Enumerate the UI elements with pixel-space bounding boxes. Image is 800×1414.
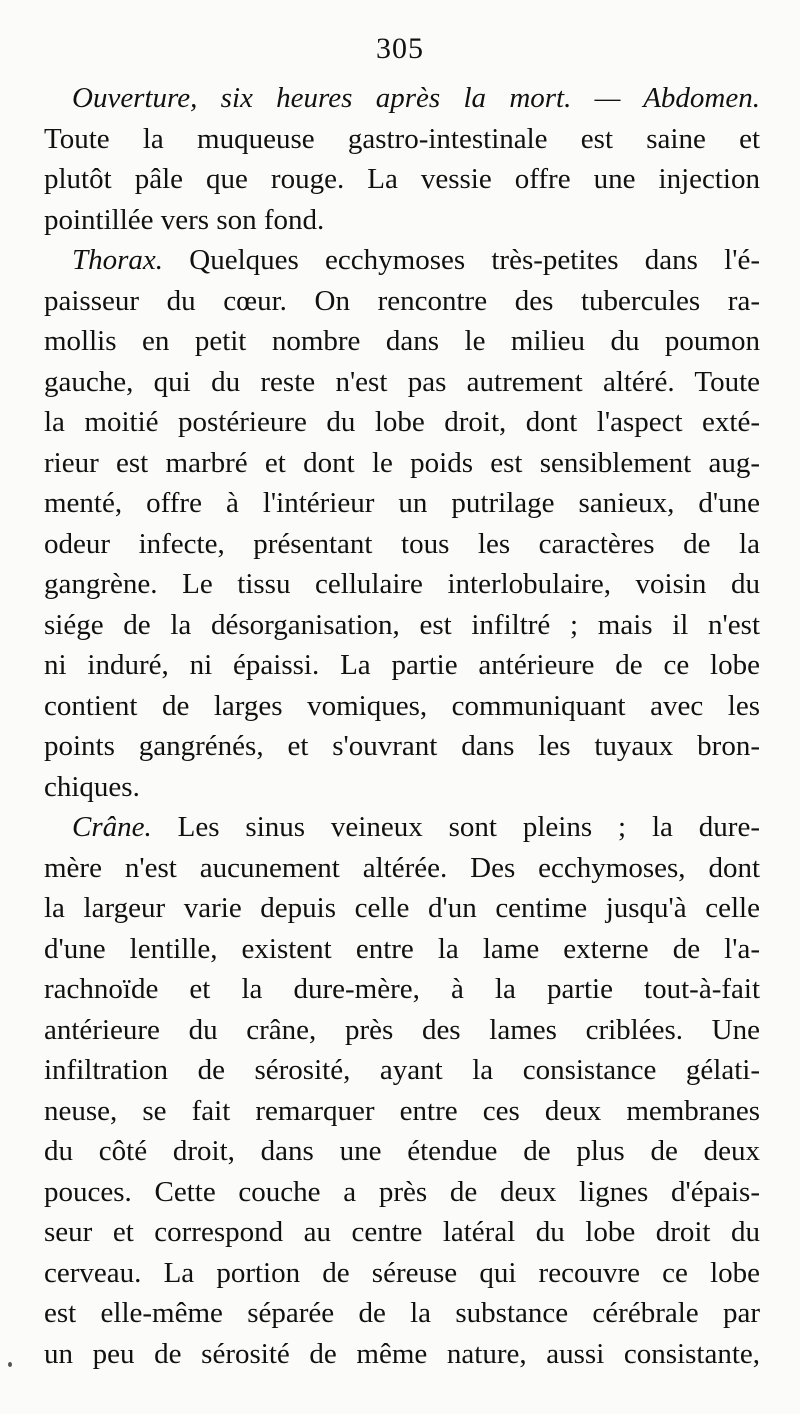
line-text: Toute la muqueuse gastro-intestinale est saine et: [44, 122, 760, 155]
line-text: mère n'est aucunement altérée. Des ecchymoses, dont: [44, 851, 760, 884]
text-line: [44, 767, 760, 808]
text-line: [44, 1212, 760, 1253]
line-text: ni induré, ni épaissi. La partie antérieure de ce lobe: [44, 649, 760, 681]
text-line: [44, 969, 760, 1010]
line-text: la largeur varie depuis celle d'un centime jusqu'à celle: [44, 892, 760, 924]
text-line: [44, 929, 760, 970]
text-line: [44, 1131, 760, 1172]
line-text: pouces. Cette couche a près de deux lignes d'épais-: [44, 1175, 760, 1208]
line-text: d'une lentille, existent entre la lame externe de l'a-: [44, 932, 760, 965]
text-line: [44, 240, 760, 281]
section-heading: Thorax.: [72, 244, 164, 276]
text-line: [44, 159, 760, 200]
paper-speck: [8, 1362, 12, 1367]
text-line: [44, 686, 760, 727]
line-text: paisseur du cœur. On rencontre des tubercules ra-: [44, 284, 760, 317]
line-text: infiltration de sérosité, ayant la consistance gélati-: [44, 1054, 760, 1086]
line-text: plutôt pâle que rouge. La vessie offre une injection: [44, 163, 760, 195]
line-text: siége de la désorganisation, est infiltré ; mais il n'est: [44, 608, 760, 641]
line-text: gangrène. Le tissu cellulaire interlobulaire, voisin du: [44, 568, 760, 600]
text-line: [44, 281, 760, 322]
line-text: la moitié postérieure du lobe droit, dont l'aspect exté-: [44, 406, 760, 438]
text-line: [44, 726, 760, 767]
text-line: [44, 524, 760, 565]
line-text: pointillée vers son fond.: [44, 203, 325, 236]
line-text: gauche, qui du reste n'est pas autrement altéré. Toute: [44, 365, 760, 398]
line-text: antérieure du crâne, près des lames criblées. Une: [44, 1013, 760, 1046]
text-line: [44, 362, 760, 403]
text-line: [44, 443, 760, 484]
line-text: menté, offre à l'intérieur un putrilage sanieux, d'une: [44, 487, 760, 519]
line-text: Quelques ecchymoses très-petites dans l'é-: [163, 244, 760, 276]
text-line: [44, 807, 760, 848]
line-text: chiques.: [44, 770, 140, 803]
text-line: [44, 564, 760, 605]
line-text: est elle-même séparée de la substance cérébrale par: [44, 1297, 760, 1329]
line-text: neuse, se fait remarquer entre ces deux membranes: [44, 1094, 760, 1127]
text-line: [44, 483, 760, 524]
line-italic-text: Ouverture, six heures après la mort. — Abdomen.: [72, 82, 760, 114]
line-text: seur et correspond au centre latéral du lobe droit du: [44, 1216, 760, 1248]
text-line: [44, 1010, 760, 1051]
line-text: contient de larges vomiques, communiquant avec les: [44, 689, 760, 722]
text-line: [44, 119, 760, 160]
text-line: [44, 888, 760, 929]
line-text: odeur infecte, présentant tous les caractères de la: [44, 527, 760, 560]
body-text: [44, 78, 760, 1374]
line-text: mollis en petit nombre dans le milieu du poumon: [44, 325, 760, 357]
text-line: [44, 402, 760, 443]
text-line: [44, 78, 760, 119]
text-line: [44, 605, 760, 646]
text-line: [44, 848, 760, 889]
text-line: [44, 1334, 760, 1375]
line-text: cerveau. La portion de séreuse qui recouvre ce lobe: [44, 1256, 760, 1289]
page-number: 305: [376, 32, 424, 65]
line-text: rieur est marbré et dont le poids est sensiblement aug-: [44, 446, 760, 479]
text-line: [44, 645, 760, 686]
text-line: [44, 1050, 760, 1091]
line-text: points gangrénés, et s'ouvrant dans les tuyaux bron-: [44, 730, 760, 762]
line-text: Les sinus veineux sont pleins ; la dure-: [151, 811, 760, 843]
text-line: [44, 1293, 760, 1334]
text-line: [44, 1091, 760, 1132]
line-text: un peu de sérosité de même nature, aussi consistante,: [44, 1337, 760, 1370]
line-text: du côté droit, dans une étendue de plus de deux: [44, 1135, 760, 1167]
line-text: rachnoïde et la dure-mère, à la partie tout-à-fait: [44, 973, 760, 1005]
section-heading: Crâne.: [72, 811, 152, 843]
text-line: [44, 1253, 760, 1294]
text-line: [44, 321, 760, 362]
text-line: [44, 200, 760, 241]
text-line: [44, 1172, 760, 1213]
